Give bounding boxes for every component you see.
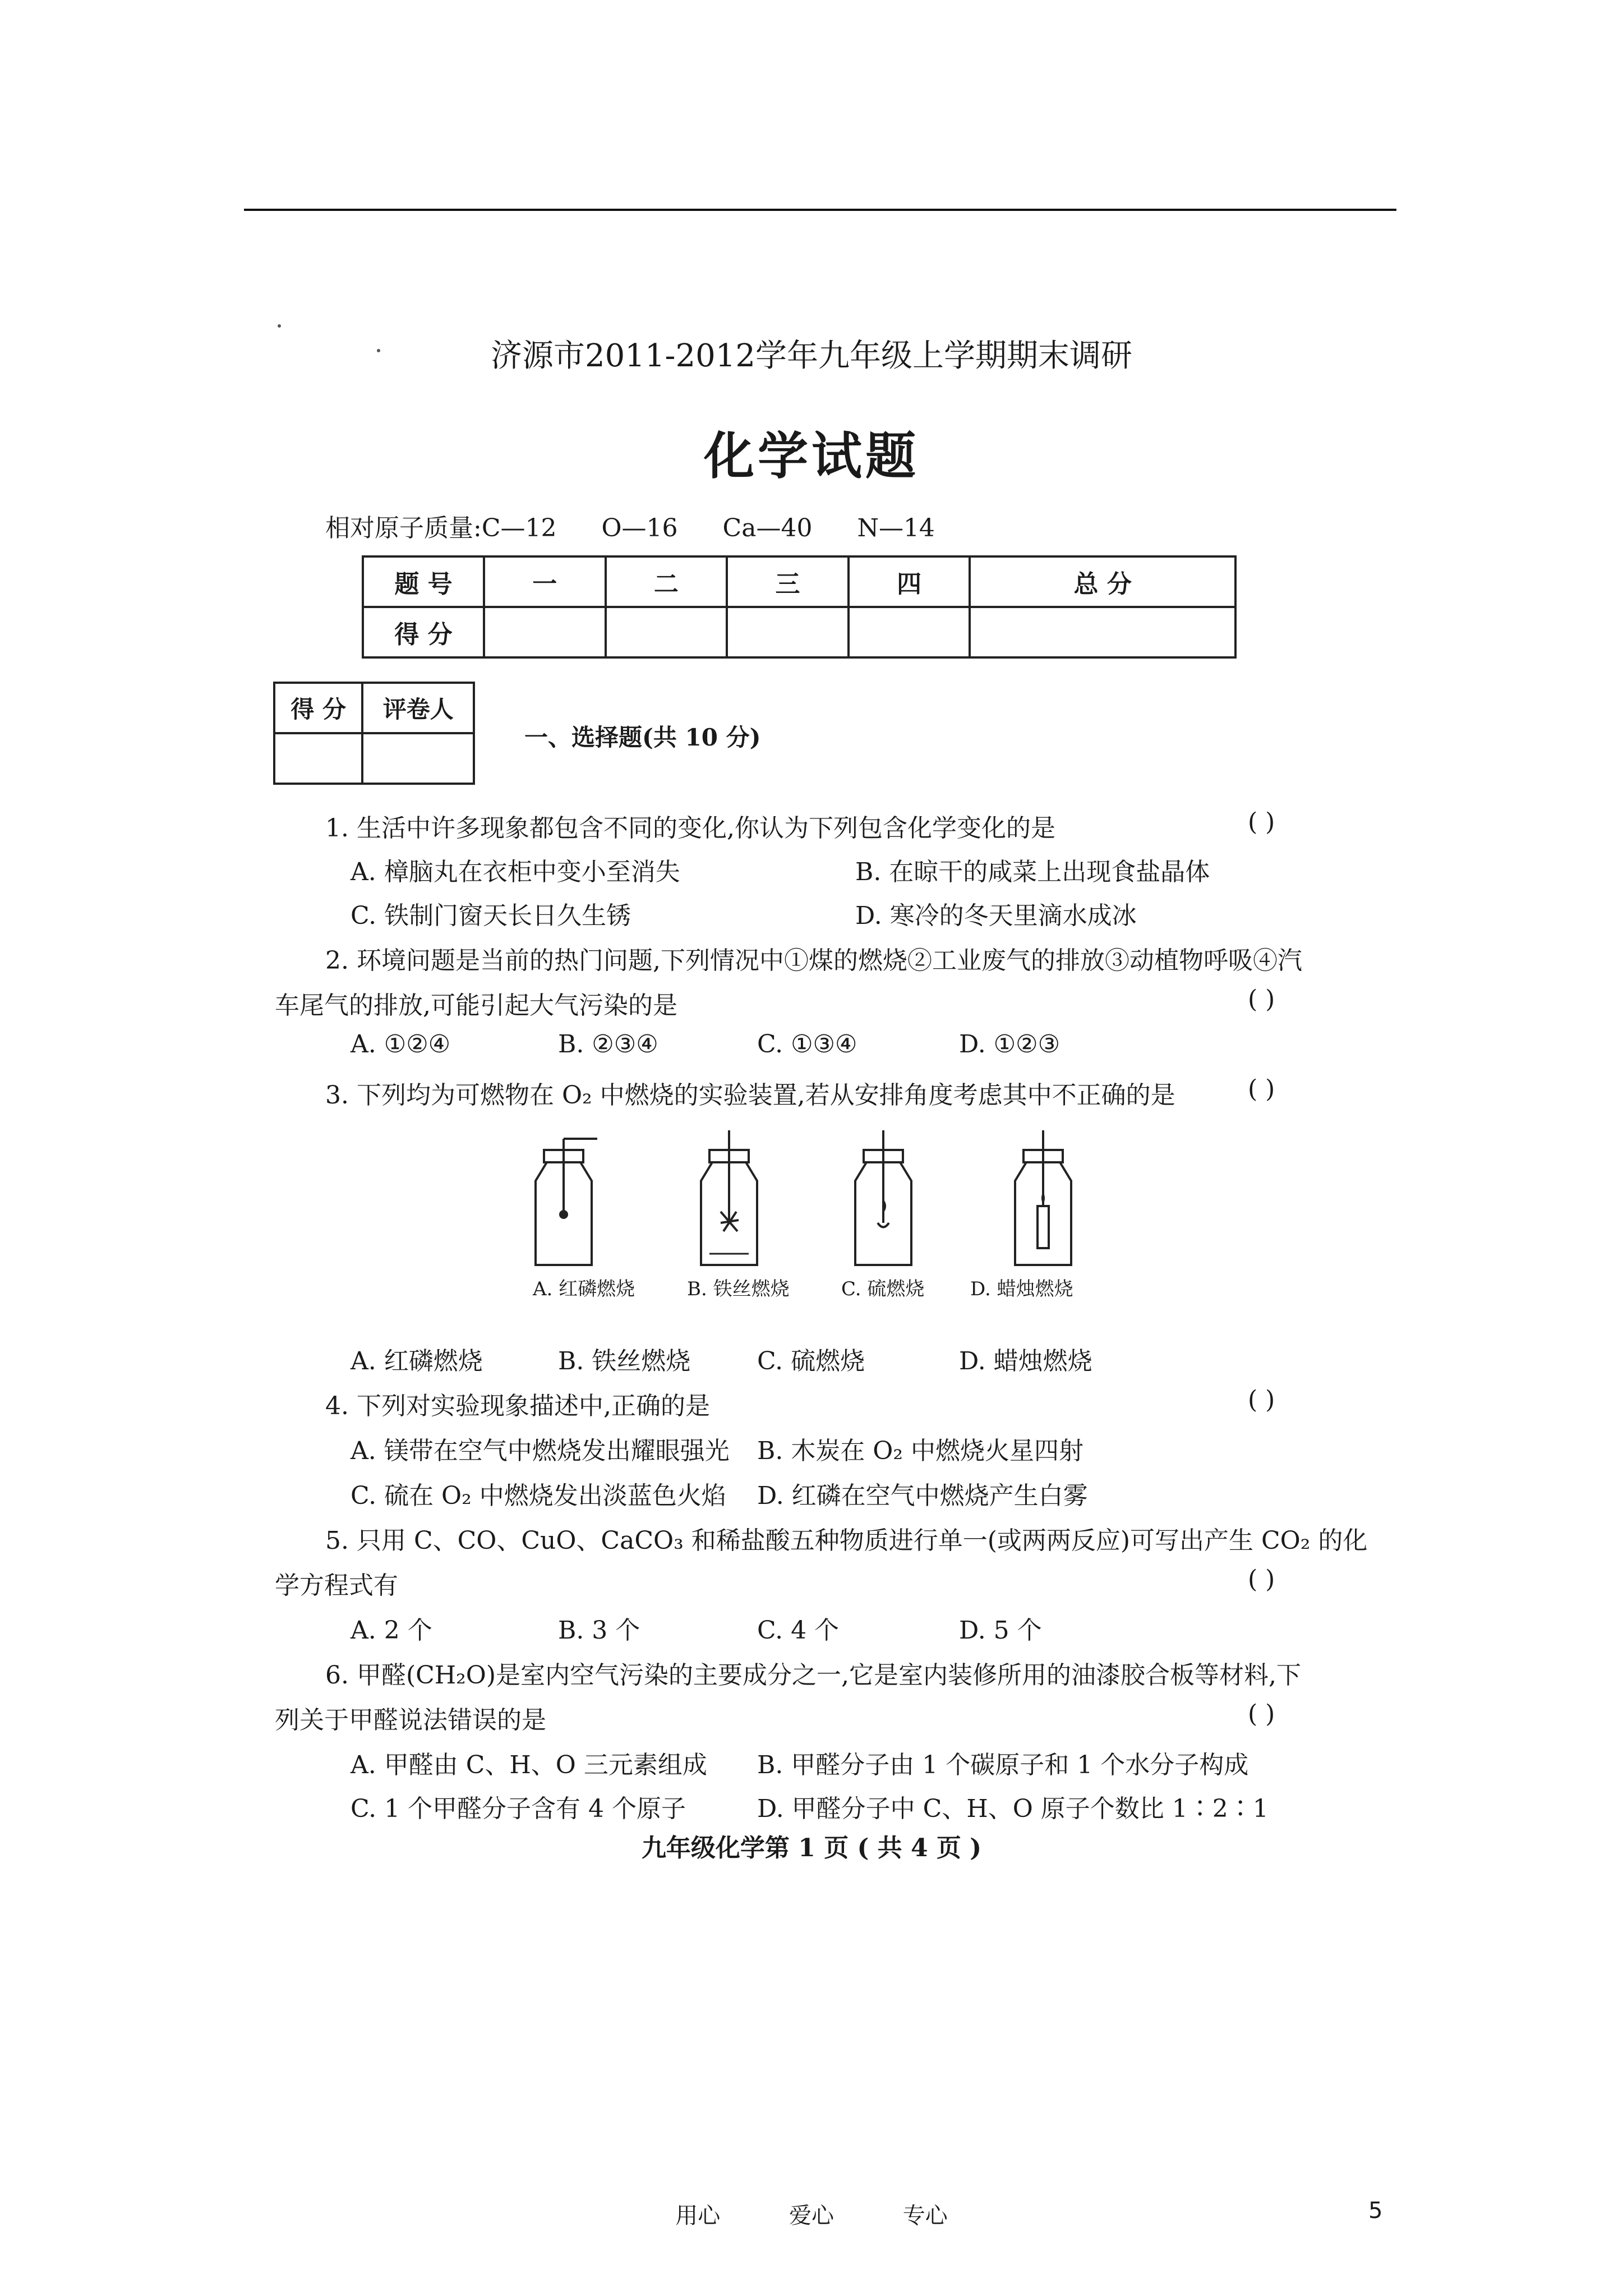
q5-option-b: B. 3 个	[558, 1616, 640, 1645]
q1-answer-paren[interactable]: ( )	[1248, 808, 1275, 836]
exam-header: 济源市2011-2012学年九年级上学期期末调研	[491, 338, 1132, 374]
score-cell[interactable]	[484, 607, 606, 657]
q1-option-c: C. 铁制门窗天长日久生锈	[351, 901, 631, 930]
fig-label-d: D. 蜡烛燃烧	[970, 1278, 1073, 1300]
q3-option-a: A. 红磷燃烧	[351, 1347, 483, 1375]
q4-option-a: A. 镁带在空气中燃烧发出耀眼强光	[351, 1437, 730, 1465]
score-cell[interactable]	[970, 607, 1235, 657]
fig-label-b: B. 铁丝燃烧	[687, 1278, 790, 1300]
score-header-4: 四	[849, 556, 970, 607]
atomic-mass-line	[325, 508, 980, 544]
q1-option-a: A. 樟脑丸在衣柜中变小至消失	[351, 858, 680, 886]
q3-option-c: C. 硫燃烧	[757, 1347, 865, 1375]
score-cell[interactable]	[849, 607, 970, 657]
section-title: 一、选择题(共 10 分)	[524, 724, 761, 751]
footer-word-2: 爱心	[789, 2203, 834, 2229]
score-header-1: 一	[484, 556, 606, 607]
q3-answer-paren[interactable]: ( )	[1248, 1075, 1275, 1103]
score-cell[interactable]	[606, 607, 727, 657]
q6-stem-line1: 6. 甲醛(CH₂O)是室内空气污染的主要成分之一,它是室内装修所用的油漆胶合板等材料,下	[325, 1661, 1302, 1690]
q6-answer-paren[interactable]: ( )	[1248, 1700, 1275, 1728]
q2-stem-line2: 车尾气的排放,可能引起大气污染的是	[275, 991, 677, 1020]
q2-option-c: C. ①③④	[757, 1030, 857, 1059]
grader-name-cell[interactable]	[362, 733, 474, 784]
footer-word-1: 用心	[675, 2203, 721, 2229]
q4-option-c: C. 硫在 O₂ 中燃烧发出淡蓝色火焰	[351, 1481, 726, 1510]
q6-option-b: B. 甲醛分子由 1 个碳原子和 1 个水分子构成	[757, 1751, 1249, 1779]
scan-speck	[278, 324, 281, 328]
grader-name-label: 评卷人	[362, 683, 474, 733]
atomic-mass-label: 相对原子质量:	[325, 514, 482, 542]
q3-option-d: D. 蜡烛燃烧	[959, 1347, 1092, 1375]
q5-stem-line1: 5. 只用 C、CO、CuO、CaCO₃ 和稀盐酸五种物质进行单一(或两两反应)可写出产生 CO₂ 的化	[325, 1526, 1368, 1555]
atomic-mass-ca: Ca—40	[722, 514, 813, 542]
score-table	[362, 555, 1237, 659]
q2-stem-line1: 2. 环境问题是当前的热门问题,下列情况中①煤的燃烧②工业废气的排放③动植物呼吸④汽	[325, 946, 1302, 975]
score-header-total: 总 分	[970, 556, 1235, 607]
q2-answer-paren[interactable]: ( )	[1248, 985, 1275, 1014]
fig-label-a: A. 红磷燃烧	[533, 1278, 635, 1300]
score-row-label: 得 分	[363, 607, 484, 657]
q2-option-b: B. ②③④	[558, 1030, 658, 1059]
grader-score-cell[interactable]	[274, 733, 362, 784]
exam-title: 化学试题	[704, 426, 919, 486]
score-header-3: 三	[727, 556, 849, 607]
q6-option-a: A. 甲醛由 C、H、O 三元素组成	[351, 1751, 707, 1779]
apparatus-a-red-phosphorus	[513, 1128, 614, 1273]
q6-stem-line2: 列关于甲醛说法错误的是	[275, 1706, 546, 1734]
footer-word-3: 专心	[902, 2203, 948, 2229]
page-number: 5	[1368, 2198, 1383, 2224]
fig-label-c: C. 硫燃烧	[841, 1278, 925, 1300]
q1-stem: 1. 生活中许多现象都包含不同的变化,你认为下列包含化学变化的是	[325, 814, 1055, 843]
atomic-mass-n: N—14	[857, 514, 935, 542]
score-cell[interactable]	[727, 607, 849, 657]
apparatus-d-candle	[993, 1128, 1094, 1273]
apparatus-b-iron-wire	[676, 1128, 777, 1273]
q4-option-d: D. 红磷在空气中燃烧产生白雾	[757, 1481, 1088, 1510]
q1-option-b: B. 在晾干的咸菜上出现食盐晶体	[855, 858, 1210, 886]
grader-score-label: 得 分	[274, 683, 362, 733]
q4-answer-paren[interactable]: ( )	[1248, 1386, 1275, 1414]
score-table-header-row	[363, 556, 1235, 607]
q2-option-d: D. ①②③	[959, 1030, 1061, 1059]
exam-page-footer: 九年级化学第 1 页 ( 共 4 页 )	[641, 1834, 982, 1862]
q2-option-a: A. ①②④	[351, 1030, 451, 1059]
atomic-mass-o: O—16	[601, 514, 678, 542]
apparatus-c-sulfur	[830, 1128, 931, 1273]
grader-table	[273, 682, 475, 785]
q3-option-b: B. 铁丝燃烧	[558, 1347, 691, 1375]
q5-option-a: A. 2 个	[351, 1616, 432, 1645]
atomic-mass-c: C—12	[481, 514, 557, 542]
q5-stem-line2: 学方程式有	[275, 1571, 398, 1600]
q5-option-c: C. 4 个	[757, 1616, 840, 1645]
score-table-score-row	[363, 607, 1235, 657]
q5-answer-paren[interactable]: ( )	[1248, 1565, 1275, 1594]
q3-stem: 3. 下列均为可燃物在 O₂ 中燃烧的实验装置,若从安排角度考虑其中不正确的是	[325, 1081, 1175, 1110]
score-header-2: 二	[606, 556, 727, 607]
q4-option-b: B. 木炭在 O₂ 中燃烧火星四射	[757, 1437, 1083, 1465]
top-rule	[244, 209, 1396, 211]
q4-stem: 4. 下列对实验现象描述中,正确的是	[325, 1392, 710, 1420]
score-header-label: 题 号	[363, 556, 484, 607]
q6-option-c: C. 1 个甲醛分子含有 4 个原子	[351, 1795, 686, 1823]
q5-option-d: D. 5 个	[959, 1616, 1042, 1645]
q1-option-d: D. 寒冷的冬天里滴水成冰	[855, 901, 1137, 930]
q6-option-d: D. 甲醛分子中 C、H、O 原子个数比 1∶2∶1	[757, 1795, 1269, 1823]
